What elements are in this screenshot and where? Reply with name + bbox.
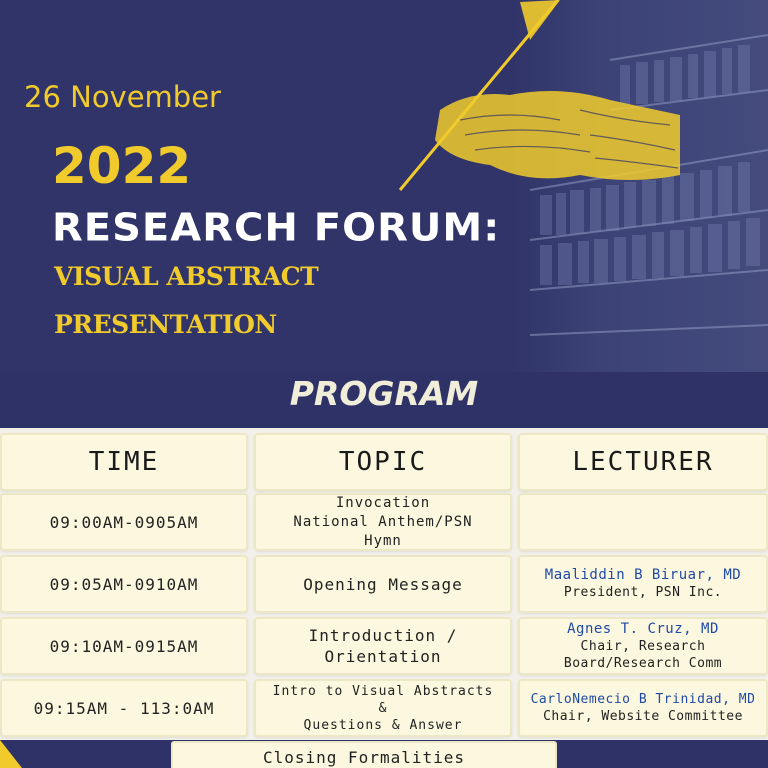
column-header-time: TIME xyxy=(0,433,248,491)
topic-line: Invocation xyxy=(335,494,431,511)
lecturer-cell xyxy=(518,617,768,675)
event-subtitle-line-1: VISUAL ABSTRACT xyxy=(54,262,319,291)
topic-cell xyxy=(254,555,512,613)
topic-line: Intro to Visual Abstracts xyxy=(272,683,494,699)
lecturer-cell xyxy=(518,679,768,737)
topic-line: Questions & Answer xyxy=(303,717,463,733)
topic-line: National Anthem/PSN xyxy=(293,513,473,530)
lecturer-name: CarloNemecio B Trinidad, MD xyxy=(530,692,756,707)
event-subtitle-line-2: PRESENTATION xyxy=(54,310,277,339)
lecturer-name: Maaliddin B Biruar, MD xyxy=(544,567,742,583)
topic-line: Hymn xyxy=(364,532,402,549)
lecturer-cell-empty xyxy=(518,493,768,551)
event-year: 2022 xyxy=(52,137,192,195)
closing-formalities: Closing Formalities xyxy=(171,741,557,768)
time-cell: 09:00AM-0905AM xyxy=(0,493,248,551)
column-header-lecturer: LECTURER xyxy=(518,433,768,491)
topic-line: & xyxy=(378,700,388,716)
lecturer-cell xyxy=(518,555,768,613)
hero-section xyxy=(0,0,768,372)
event-date: 26 November xyxy=(24,80,221,114)
topic-line: Opening Message xyxy=(303,574,463,594)
column-header-topic: TOPIC xyxy=(254,433,512,491)
topic-cell xyxy=(254,617,512,675)
program-title: PROGRAM xyxy=(289,374,479,413)
yellow-corner-decoration xyxy=(0,740,22,768)
event-title: RESEARCH FORUM: xyxy=(52,206,501,250)
lecturer-role: Chair, Website Committee xyxy=(543,709,743,724)
time-cell: 09:15AM - 113:0AM xyxy=(0,679,248,737)
lecturer-role: Board/Research Comm xyxy=(563,655,723,671)
topic-cell xyxy=(254,679,512,737)
topic-line: Orientation xyxy=(324,647,442,666)
lecturer-role: President, PSN Inc. xyxy=(563,585,723,600)
lecturer-role: Chair, Research xyxy=(580,638,706,654)
time-cell: 09:05AM-0910AM xyxy=(0,555,248,613)
lecturer-name: Agnes T. Cruz, MD xyxy=(567,620,719,637)
topic-cell xyxy=(254,493,512,551)
time-cell: 09:10AM-0915AM xyxy=(0,617,248,675)
quill-hand-writing-illustration xyxy=(380,0,680,200)
topic-line: Introduction / xyxy=(308,626,458,645)
